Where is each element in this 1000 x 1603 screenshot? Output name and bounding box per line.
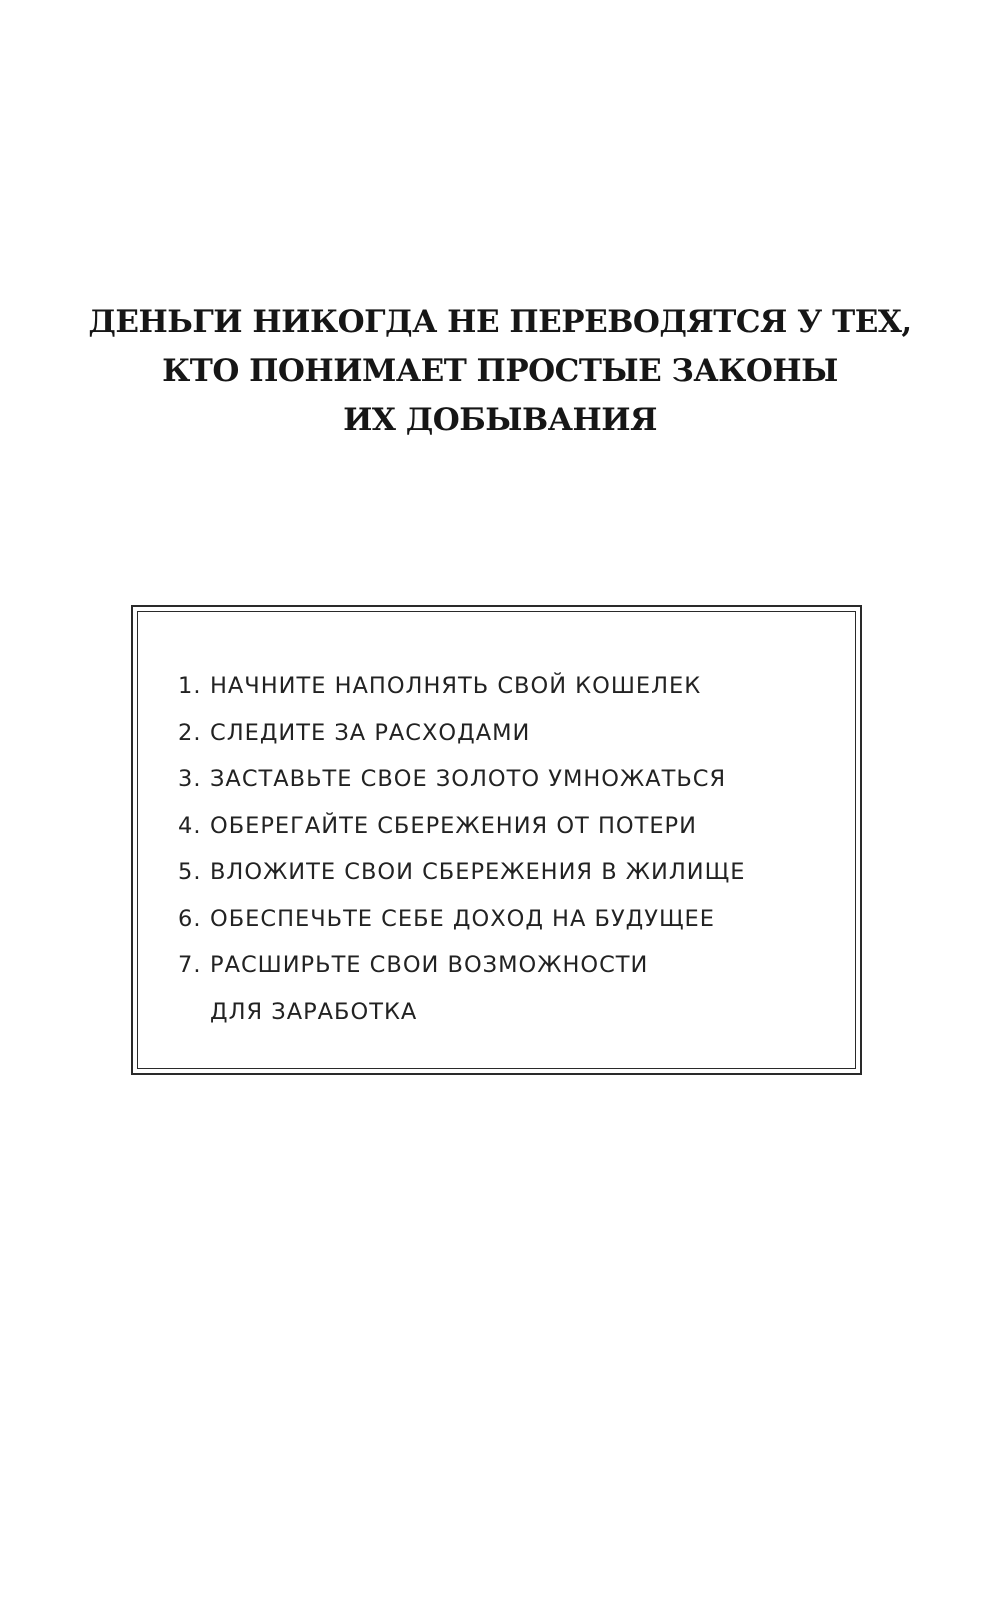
list-item-number: 3. (178, 766, 202, 792)
list-item-number: 4. (178, 812, 202, 839)
list-item (178, 896, 838, 943)
heading-line-2: КТО ПОНИМАЕТ ПРОСТЫЕ ЗАКОНЫ (162, 353, 838, 389)
list-item-text: ОБЕРЕГАЙТЕ СБЕРЕЖЕНИЯ ОТ ПОТЕРИ (210, 812, 697, 839)
list-item-text: СЛЕДИТЕ ЗА РАСХОДАМИ (210, 719, 531, 746)
list-item-number: 1. (178, 673, 202, 699)
laws-list (178, 663, 838, 1035)
list-item (178, 710, 838, 757)
list-item-number: 7. (178, 952, 202, 978)
list-item-number: 2. (178, 719, 202, 746)
list-item-text: ВЛОЖИТЕ СВОИ СБЕРЕЖЕНИЯ В ЖИЛИЩЕ (210, 859, 746, 885)
list-item (178, 803, 838, 850)
list-item-text: ЗАСТАВЬТЕ СВОЕ ЗОЛОТО УМНОЖАТЬСЯ (210, 766, 727, 792)
list-item-number: 5. (178, 859, 202, 885)
list-item-text: НАЧНИТЕ НАПОЛНЯТЬ СВОЙ КОШЕЛЕК (210, 673, 702, 699)
list-item-text-continuation: ДЛЯ ЗАРАБОТКА (210, 998, 418, 1025)
list-item (178, 942, 838, 1035)
list-item-text-block (210, 942, 648, 1035)
list-item-text: ОБЕСПЕЧЬТЕ СЕБЕ ДОХОД НА БУДУЩЕЕ (210, 905, 715, 932)
list-item (178, 756, 838, 803)
list-item-text: РАСШИРЬТЕ СВОИ ВОЗМОЖНОСТИ (210, 952, 649, 978)
heading-line-1: ДЕНЬГИ НИКОГДА НЕ ПЕРЕВОДЯТСЯ У ТЕХ, (88, 304, 912, 340)
list-item-number: 6. (178, 905, 202, 932)
page-heading (0, 298, 1000, 445)
heading-line-3: ИХ ДОБЫВАНИЯ (343, 402, 657, 438)
list-item (178, 849, 838, 896)
list-item (178, 663, 838, 710)
